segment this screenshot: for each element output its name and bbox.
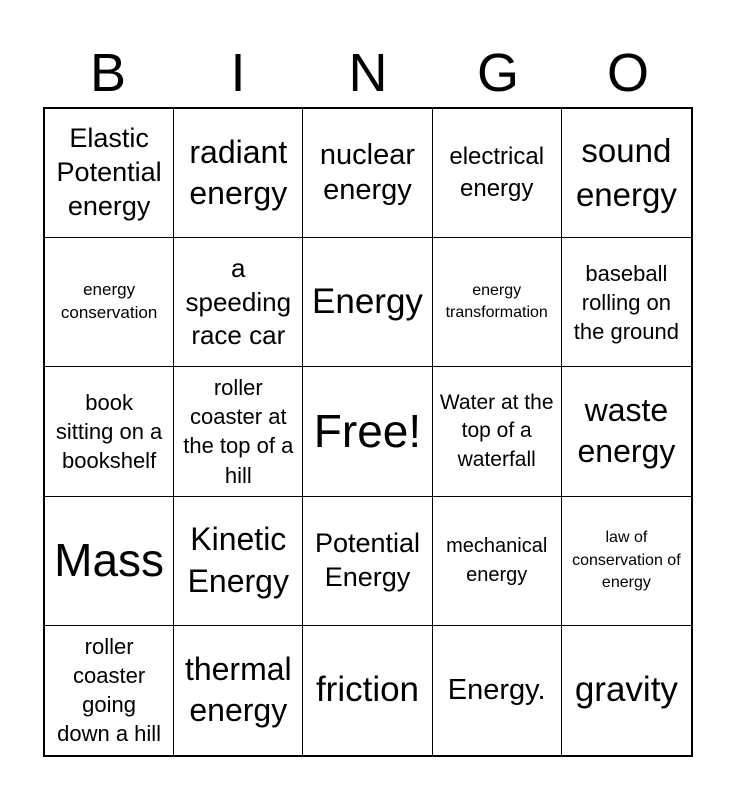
header-letter-o: O xyxy=(606,43,649,103)
cell-text: Potential Energy xyxy=(314,527,421,592)
cell-text: Energy xyxy=(312,282,423,322)
bingo-cell-r4c5[interactable] xyxy=(562,497,691,626)
cell-text: law of conservation of energy xyxy=(572,529,681,591)
bingo-cell-r3c2[interactable] xyxy=(174,367,303,496)
cell-text: mechanical energy xyxy=(446,535,548,586)
bingo-cell-r2c2[interactable] xyxy=(174,238,303,367)
bingo-cell-r5c2[interactable] xyxy=(174,626,303,755)
bingo-cell-r2c5[interactable] xyxy=(562,238,691,367)
bingo-cell-r4c1[interactable] xyxy=(45,497,174,626)
cell-text: Mass xyxy=(54,534,165,587)
cell-text: radiant energy xyxy=(189,133,288,212)
bingo-cell-r1c3[interactable] xyxy=(303,109,432,238)
cell-text: book sitting on a bookshelf xyxy=(55,389,163,473)
cell-text: baseball rolling on the ground xyxy=(573,260,679,344)
bingo-cell-r5c5[interactable] xyxy=(562,626,691,755)
header-letter-g: G xyxy=(476,43,519,103)
bingo-cell-r4c2[interactable] xyxy=(174,497,303,626)
cell-text: friction xyxy=(315,670,420,710)
bingo-cell-r2c1[interactable] xyxy=(45,238,174,367)
bingo-cell-r3c3[interactable] xyxy=(303,367,432,496)
bingo-cell-r1c5[interactable] xyxy=(562,109,691,238)
cell-text: sound energy xyxy=(575,131,677,214)
bingo-cell-r4c4[interactable] xyxy=(433,497,562,626)
header-letter-n: N xyxy=(348,43,388,103)
cell-text: waste energy xyxy=(577,391,676,470)
cell-text: gravity xyxy=(574,670,678,710)
cell-text: Water at the top of a waterfall xyxy=(439,390,554,471)
cell-text: a speeding race car xyxy=(185,253,292,350)
cell-text: thermal energy xyxy=(184,650,292,729)
bingo-board xyxy=(43,107,693,757)
bingo-cell-r1c4[interactable] xyxy=(433,109,562,238)
bingo-cell-r3c5[interactable] xyxy=(562,367,691,496)
bingo-cell-r2c4[interactable] xyxy=(433,238,562,367)
bingo-cell-r5c1[interactable] xyxy=(45,626,174,755)
bingo-cell-r2c3[interactable] xyxy=(303,238,432,367)
bingo-cell-r3c4[interactable] xyxy=(433,367,562,496)
bingo-cell-r5c3[interactable] xyxy=(303,626,432,755)
bingo-cell-r1c2[interactable] xyxy=(174,109,303,238)
header-letter-i: I xyxy=(230,43,246,103)
cell-text: Kinetic Energy xyxy=(187,521,289,599)
cell-text: energy transformation xyxy=(445,281,548,322)
cell-text: roller coaster at the top of a hill xyxy=(183,375,294,488)
cell-text: energy conservation xyxy=(60,280,158,323)
bingo-cell-r3c1[interactable] xyxy=(45,367,174,496)
cell-text: roller coaster going down a hill xyxy=(57,634,162,747)
cell-text: Elastic Potential energy xyxy=(56,123,162,221)
free-space: Free! xyxy=(313,405,422,458)
header-letter-b: B xyxy=(89,43,127,103)
bingo-header xyxy=(43,42,693,104)
cell-text: nuclear energy xyxy=(319,139,416,207)
bingo-cell-r5c4[interactable] xyxy=(433,626,562,755)
bingo-cell-r1c1[interactable] xyxy=(45,109,174,238)
bingo-cell-r4c3[interactable] xyxy=(303,497,432,626)
cell-text: Energy. xyxy=(447,673,546,706)
cell-text: electrical energy xyxy=(449,142,545,203)
